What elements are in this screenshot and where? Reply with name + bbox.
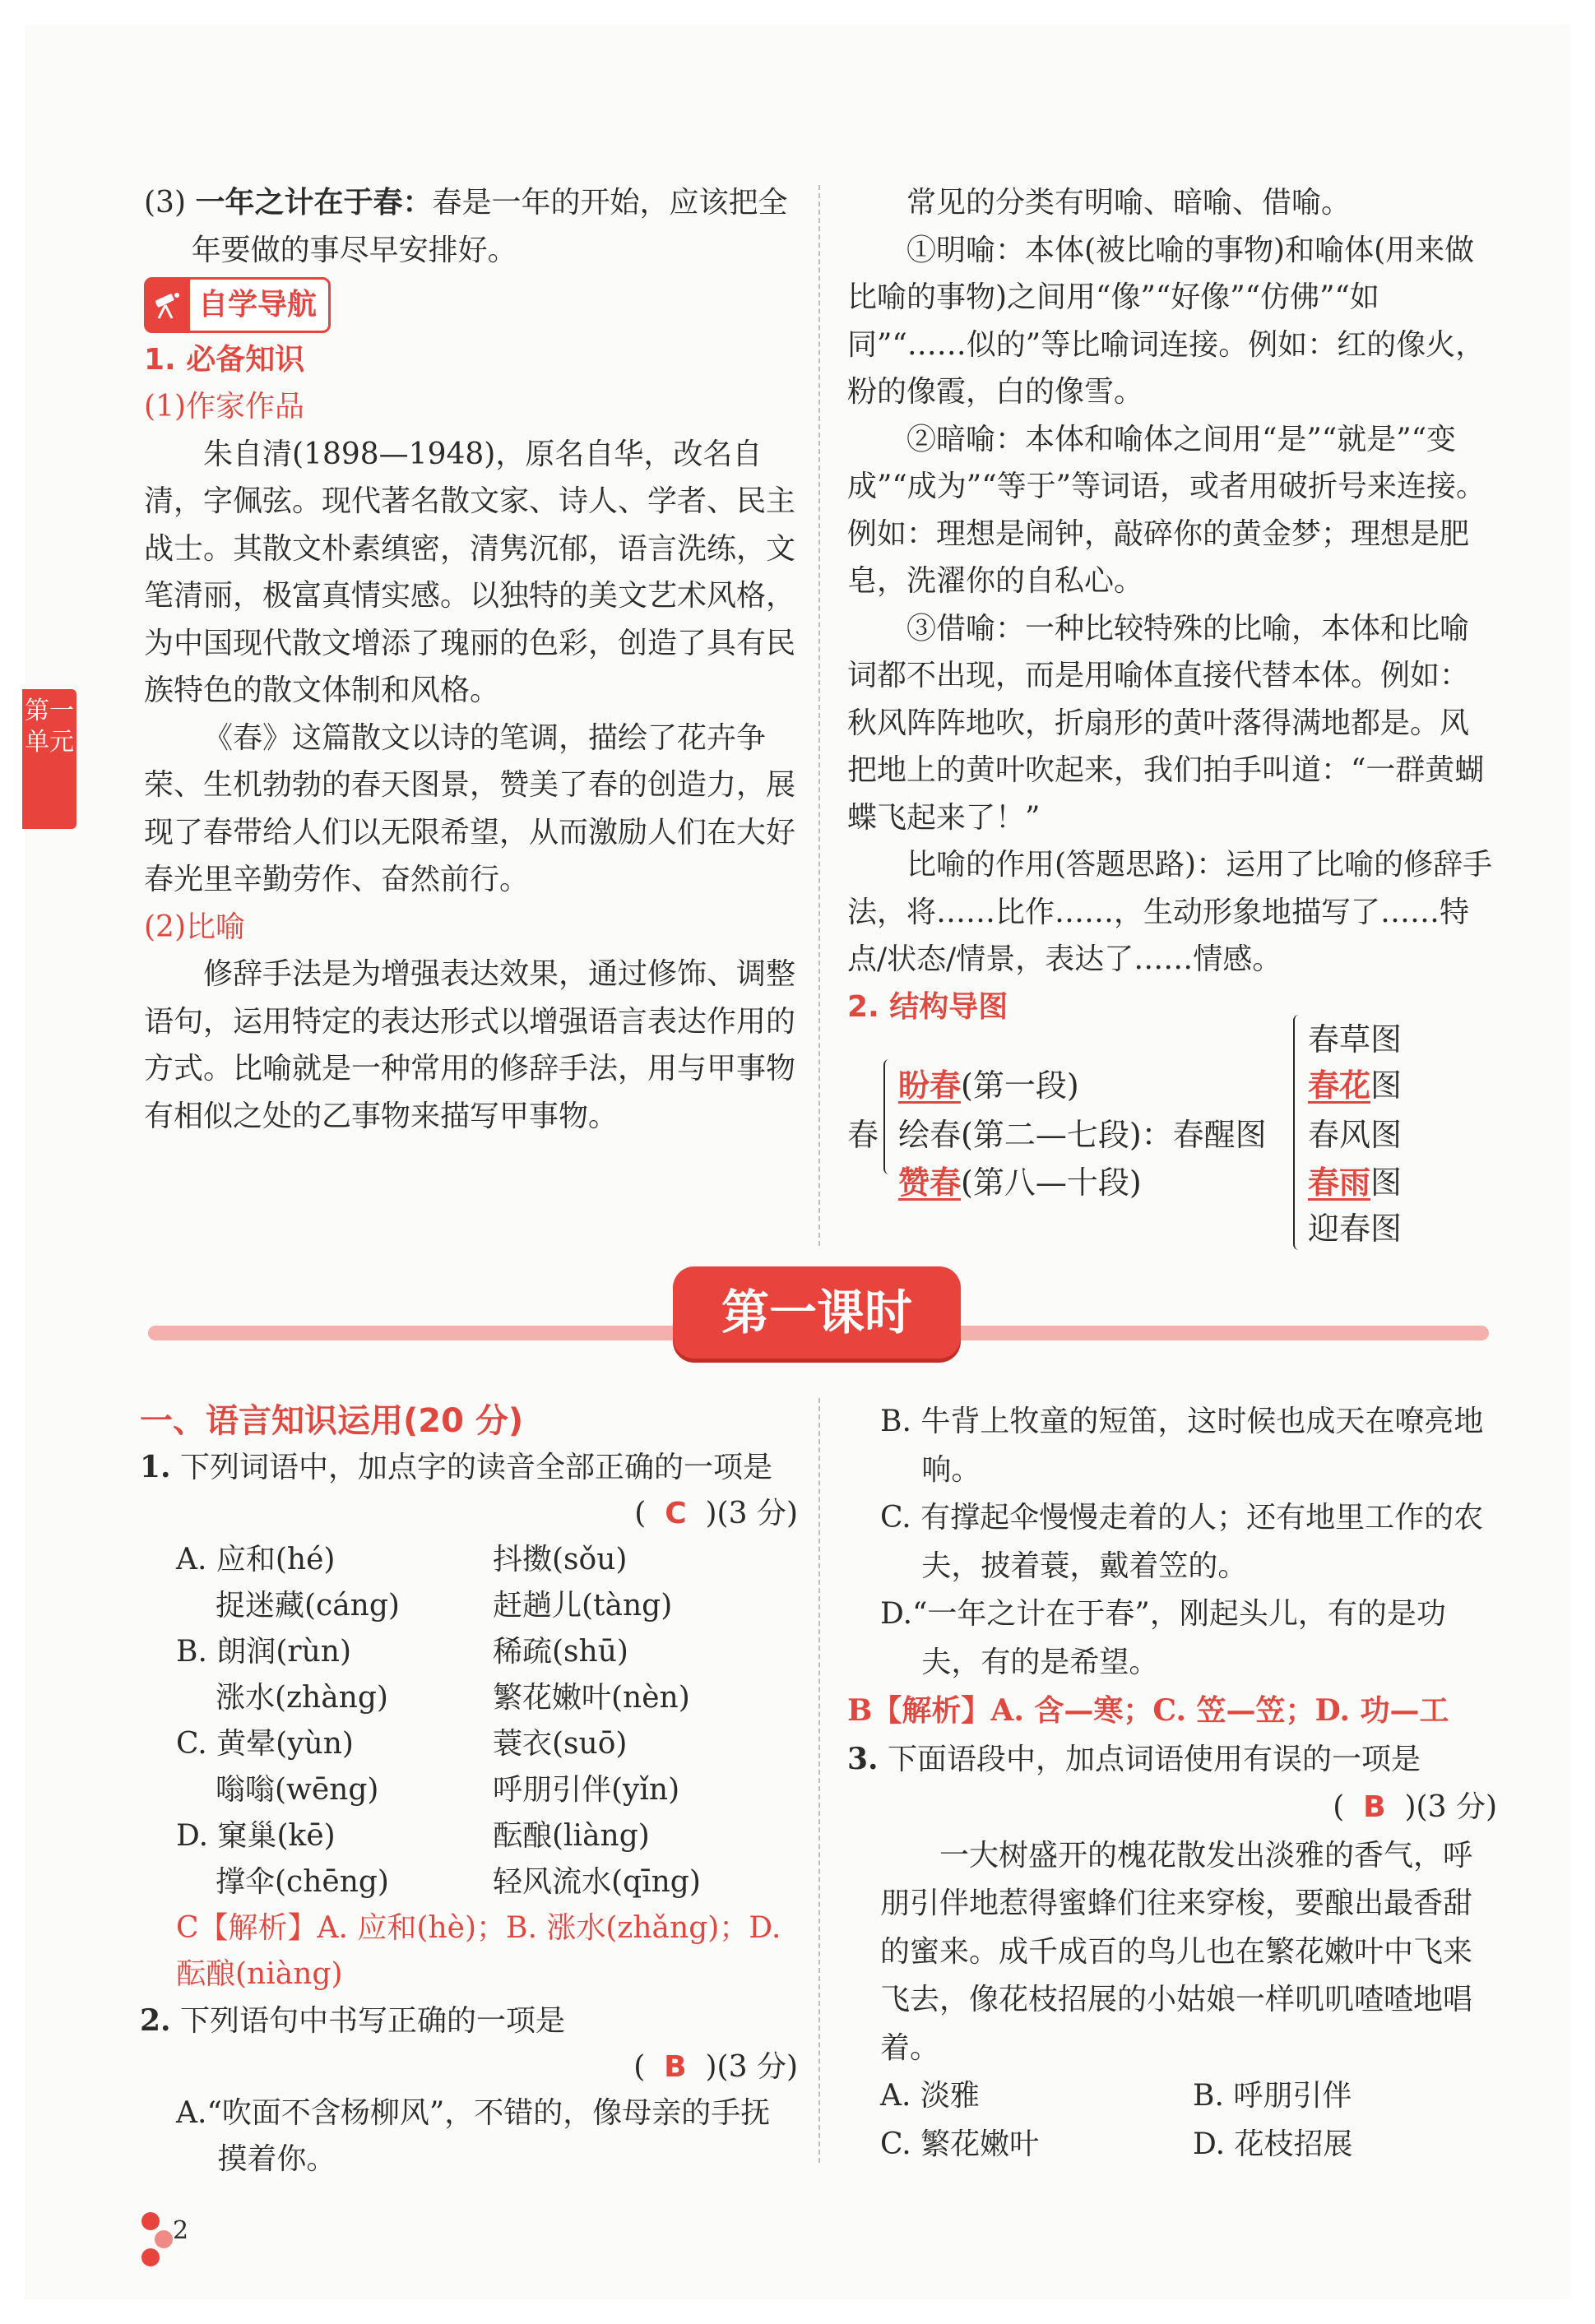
author-paragraph: 朱自清(1898—1948)，原名自华，改名自清，字佩弦。现代著名散文家、诗人、学者、民主战士。其散文朴素缜密，清隽沉郁，语言洗练，文笔清丽，极富真情实感。以独特的美文艺术风格，为中国现代散文增添了瑰丽的色彩，创造了具有民族特色的散文体制和风格。: [144, 437, 796, 707]
tree-leaf-brace: [1293, 1015, 1305, 1250]
metaphor-function-paragraph: 比喻的作用(答题思路)：运用了比喻的修辞手法，将……比作……，生动形象地描写了……特点/状态/情景，表达了……情感。: [847, 848, 1493, 976]
q3-options: [847, 2072, 1497, 2169]
tree-leaf-1: 春草图: [1308, 1021, 1403, 1058]
q3-passage: 一大树盛开的槐花散发出淡雅的香气，呼朋引伴地惹得蜜蜂们往来穿梭，要酿出最香甜的蜜来。成千成百的鸟儿也在繁花嫩叶中飞来飞去，像花枝招展的小姑娘一样叽叽喳喳地唱着。: [880, 1838, 1473, 2065]
q1-opt-a-3: 捉迷藏(cáng): [216, 1589, 400, 1623]
telescope-icon: [144, 280, 190, 331]
bottom-column-divider: [818, 1398, 820, 2163]
q3-opt-d: D. 花枝招展: [1193, 2127, 1353, 2161]
decor-dot-1: [141, 2212, 160, 2230]
heading-structure-map: 2. 结构导图: [847, 989, 1008, 1024]
decor-dot-2: [155, 2230, 173, 2248]
tree-root-brace: [883, 1059, 895, 1174]
q1-opt-a-4: 赶趟儿(tàng): [493, 1589, 673, 1623]
q3-opt-c: C. 繁花嫩叶: [880, 2127, 1040, 2161]
tree-leaf-3: 春风图: [1308, 1117, 1403, 1153]
q1-opt-a-1: A. 应和(hé): [176, 1543, 336, 1576]
metaphor-types: 常见的分类有明喻、暗喻、借喻。: [906, 186, 1352, 220]
q1-opt-d-4: 轻风流水(qīng): [493, 1865, 701, 1899]
metonymy-paragraph: ③借喻：一种比较特殊的比喻，本体和比喻词都不出现，而是用喻体直接代替本体。例如：秋风阵阵地吹，折扇形的黄叶落得满地都是。风把地上的黄叶吹起来，我们拍手叫道：“一群黄蝴蝶飞起来了！”: [847, 611, 1485, 835]
page-number: 2: [173, 2216, 189, 2245]
q1-stem: 1. 下列词语中，加点字的读音全部正确的一项是: [140, 1450, 773, 1484]
q2-analysis: B【解析】A. 含—寒；C. 笠—笠；D. 功—工: [847, 1693, 1449, 1728]
q1-opt-c-1: C. 黄晕(yùn): [176, 1727, 354, 1761]
tree-leaf-4: 春雨图: [1308, 1164, 1403, 1201]
metaphor-paragraph: 修辞手法是为增强表达效果，通过修饰、调整语句，运用特定的表达形式以增强语言表达作用的方式。比喻就是一种常用的修辞手法，用与甲事物有相似之处的乙事物来描写甲事物。: [144, 957, 796, 1133]
q2-option-c: C. 有撑起伞慢慢走着的人；还有地里工作的农夫，披着蓑，戴着笠的。: [880, 1501, 1484, 1583]
q1-opt-b-3: 涨水(zhàng): [216, 1681, 388, 1715]
left-top-column: [144, 179, 798, 1140]
q1-opt-b-2: 稀疏(shū): [493, 1635, 628, 1669]
tree-root: 春: [847, 1117, 879, 1153]
unit-side-tab: 第一单元: [22, 689, 77, 829]
item-3: (3) 一年之计在于春：春是一年的开始，应该把全年要做的事尽早安排好。: [144, 186, 788, 267]
heading-required-knowledge: 1. 必备知识: [144, 342, 305, 377]
subheading-author-works: (1)作家作品: [144, 390, 304, 424]
decor-dot-3: [141, 2248, 160, 2266]
right-top-column: [847, 179, 1497, 1030]
lesson-title: 第一课时: [673, 1266, 961, 1359]
q1-opt-b-4: 繁花嫩叶(nèn): [493, 1681, 690, 1715]
tree-branch-2: 绘春(第二—七段)：春醒图: [898, 1117, 1267, 1153]
tree-leaf-5: 迎春图: [1308, 1211, 1403, 1247]
q1-opt-d-3: 撑伞(chēng): [216, 1865, 389, 1899]
q1-opt-d-1: D. 窠巢(kē): [176, 1819, 336, 1853]
right-bottom-column: [847, 1398, 1497, 2169]
simile-paragraph: ①明喻：本体(被比喻的事物)和喻体(用来做比喻的事物)之间用“像”“好像”“仿佛”“如同”“……似的”等比喻词连接。例如：红的像火，粉的像霞，白的像雪。: [847, 233, 1486, 409]
q1-opt-c-3: 嗡嗡(wēng): [216, 1773, 379, 1807]
q1-answer: ( C )(3 分): [634, 1497, 798, 1530]
q2-option-b: B. 牛背上牧童的短笛，这时候也成天在嘹亮地响。: [880, 1405, 1484, 1487]
q1-analysis: C【解析】A. 应和(hè)；B. 涨水(zhǎng)；D. 酝酿(niàng): [176, 1911, 781, 1991]
item-3-heading: 一年之计在于春：: [195, 186, 433, 220]
theme-paragraph: 《春》这篇散文以诗的笔调，描绘了花卉争荣、生机勃勃的春天图景，赞美了春的创造力，展现了春带给人们以无限希望，从而激励人们在大好春光里辛勤劳作、奋然前行。: [144, 720, 796, 896]
metaphor-implicit-paragraph: ②暗喻：本体和喻体之间用“是”“就是”“变成”“成为”“等于”等词语，或者用破折号来连接。例如：理想是闹钟，敲碎你的黄金梦；理想是肥皂，洗濯你的自私心。: [847, 422, 1486, 598]
q1-opt-c-4: 呼朋引伴(yǐn): [493, 1773, 680, 1807]
tree-branch-3: 赞春(第八—十段): [898, 1164, 1142, 1201]
structure-tree: [847, 1020, 1505, 1258]
q2-option-a: A.“吹面不含杨柳风”，不错的，像母亲的手抚摸着你。: [176, 2096, 771, 2176]
tree-branch-1: 盼春(第一段): [898, 1067, 1079, 1104]
left-bottom-column: [140, 1398, 798, 2183]
top-column-divider: [818, 185, 820, 1246]
q2-stem: 2. 下列语句中书写正确的一项是: [140, 2003, 566, 2038]
subheading-metaphor: (2)比喻: [144, 910, 245, 944]
tree-leaf-2: 春花图: [1308, 1067, 1403, 1104]
q1-opt-c-2: 蓑衣(suō): [493, 1727, 628, 1761]
q1-options: [140, 1537, 798, 1905]
q1-opt-d-2: 酝酿(liàng): [493, 1819, 650, 1853]
q3-opt-b: B. 呼朋引伴: [1193, 2079, 1352, 2113]
q1-opt-b-1: B. 朗润(rùn): [176, 1635, 352, 1669]
q3-answer: ( B )(3 分): [1333, 1790, 1497, 1824]
q2-answer: ( B )(3 分): [633, 2050, 798, 2084]
q3-stem: 3. 下面语段中，加点词语使用有误的一项是: [847, 1741, 1421, 1776]
q1-opt-a-2: 抖擞(sǒu): [493, 1543, 628, 1576]
q3-opt-a: A. 淡雅: [880, 2079, 980, 2113]
section-heading-language: 一、语言知识运用(20 分): [140, 1402, 524, 1440]
q2-option-d: D.“一年之计在于春”，刚起头儿，有的是功夫，有的是希望。: [880, 1597, 1446, 1679]
self-study-badge: 自学导航: [144, 277, 331, 333]
